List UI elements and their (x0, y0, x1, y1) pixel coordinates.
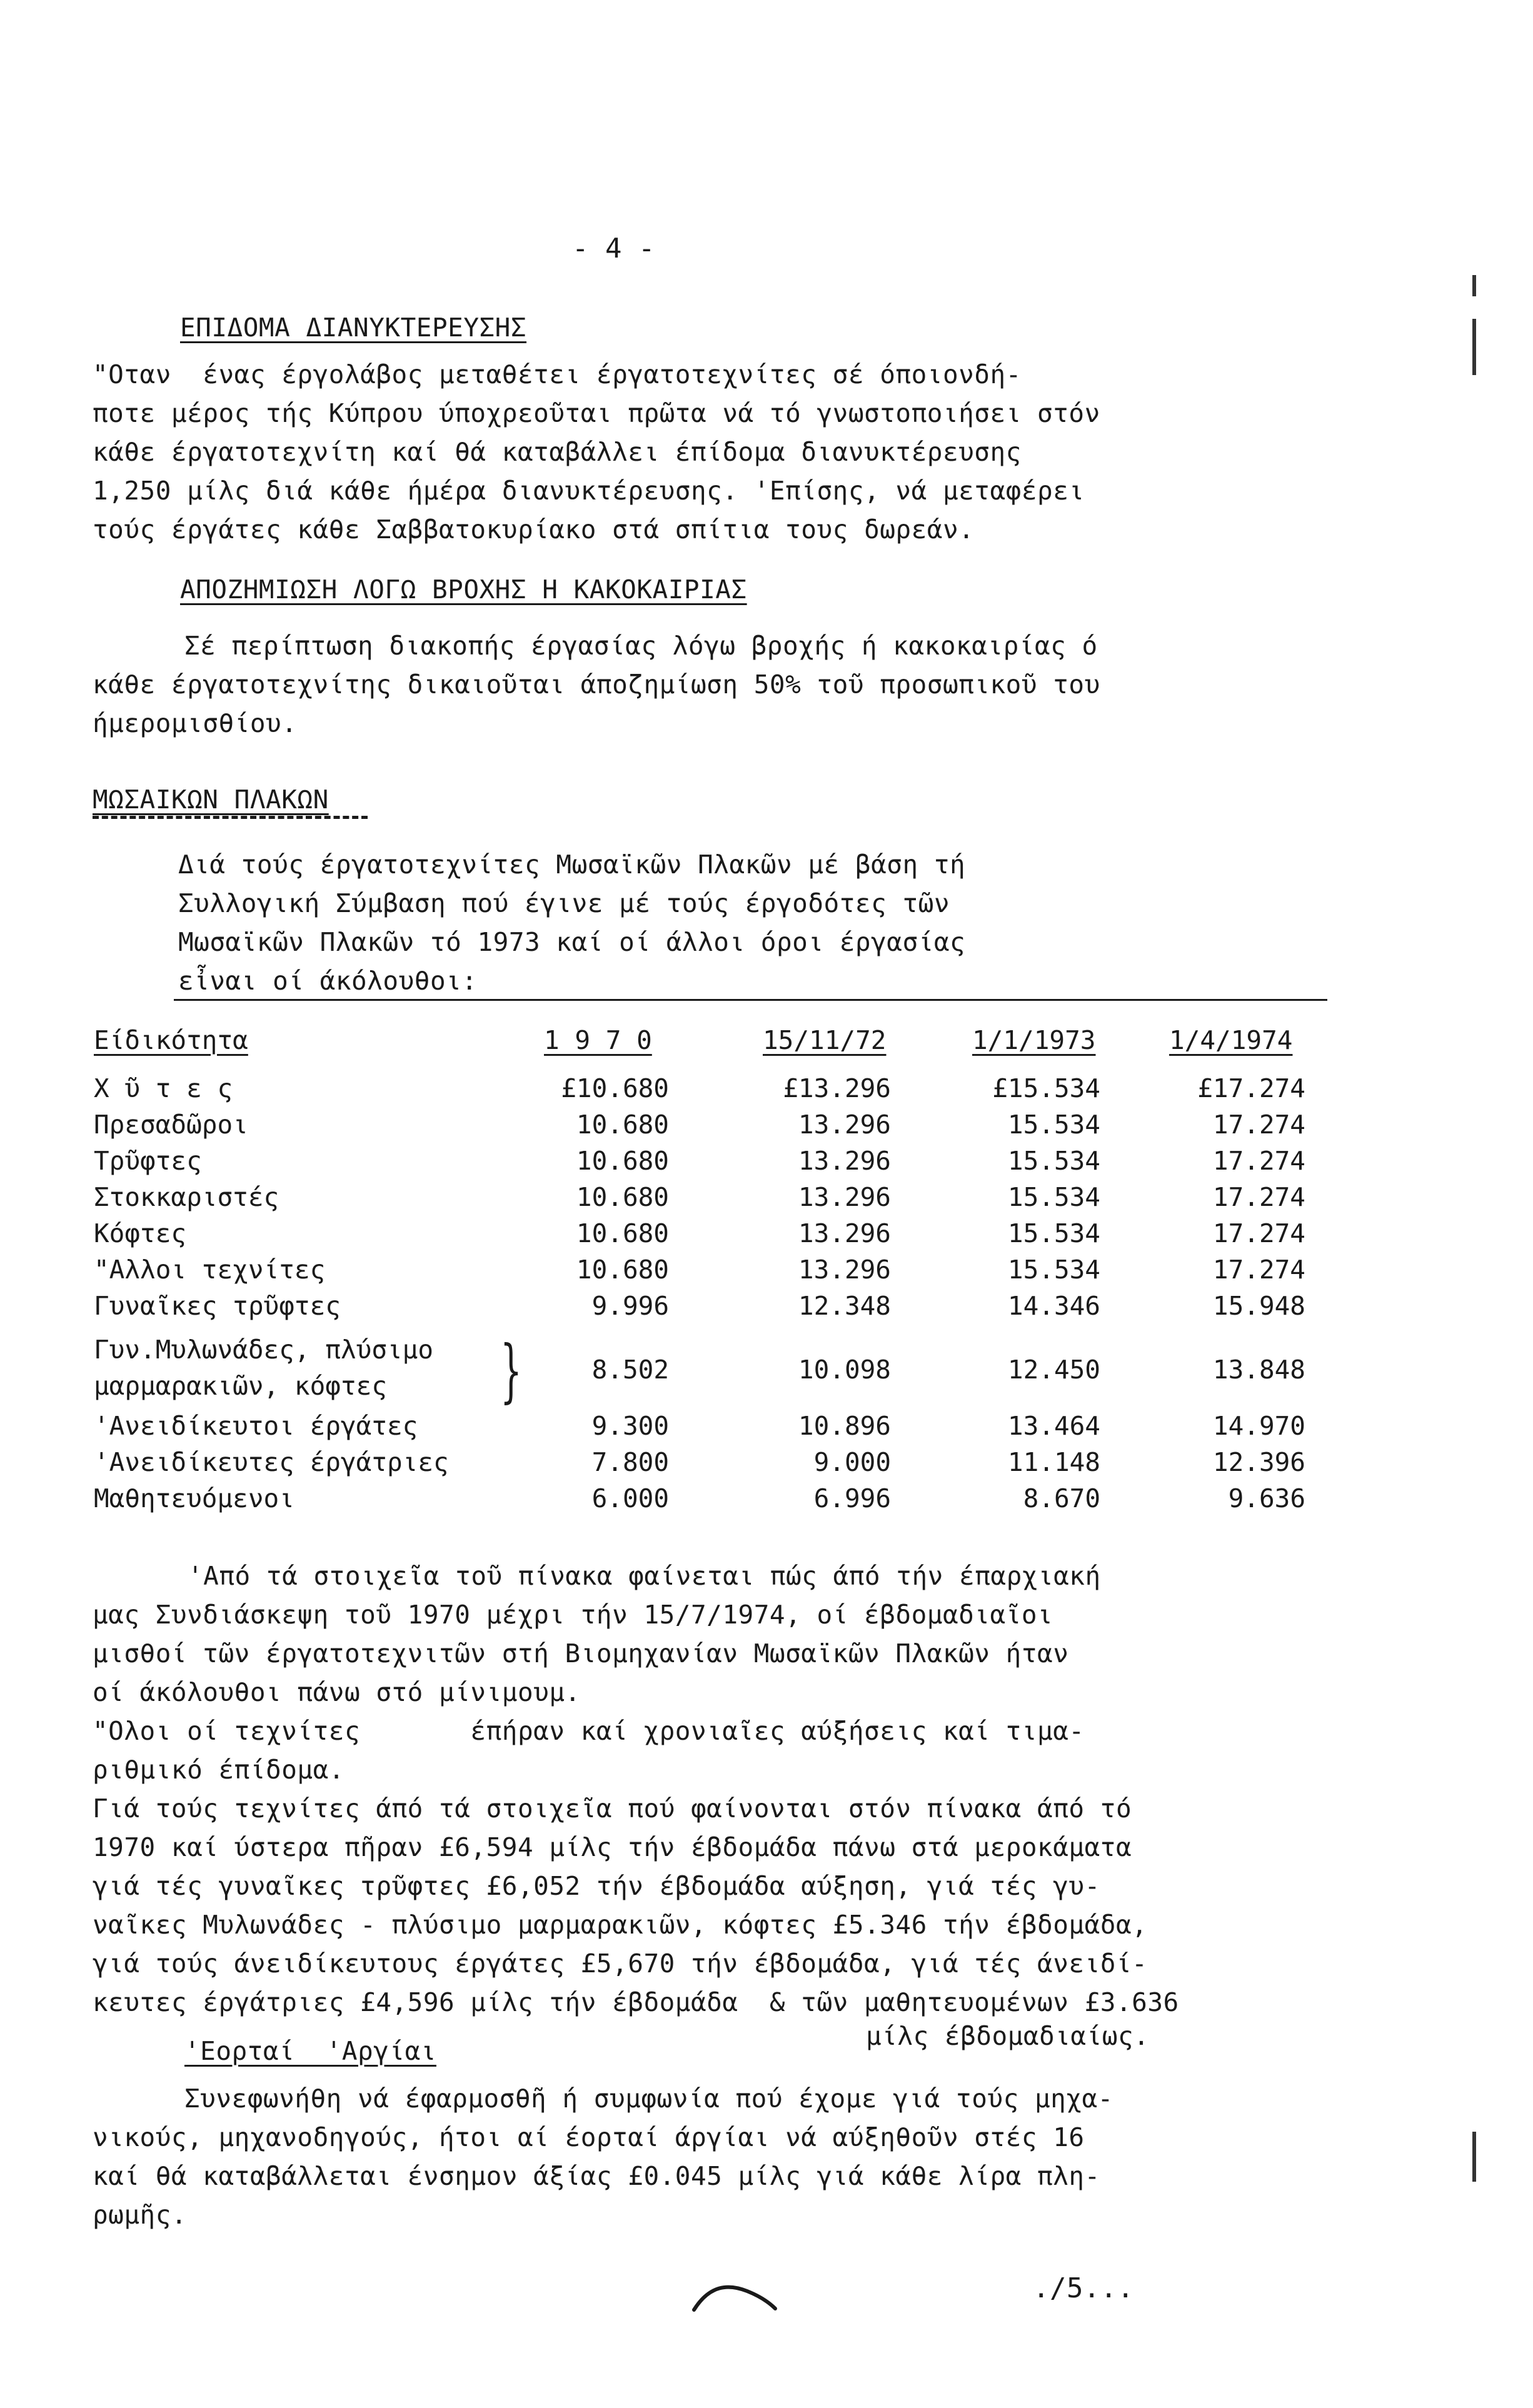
text-line: Σέ περίπτωση διακοπής έργασίας λόγω βροχής ή κακοκαιρίας ό (184, 631, 1098, 661)
wage-cell: 14.346 (1007, 1291, 1100, 1321)
text-line: καί θά καταβάλλεται ένσημον άξίας £0.045 μίλς γιά κάθε λίρα πλη- (93, 2161, 1100, 2191)
text-line: "Οταν ένας έργολάβος μεταθέτει έργατοτεχνίτες σέ όποιονδή- (93, 359, 1022, 389)
wage-cell: 10.680 (576, 1110, 669, 1140)
wage-cell: 10.680 (576, 1255, 669, 1285)
wage-cell: 15.534 (1007, 1218, 1100, 1248)
wage-cell: 17.274 (1212, 1182, 1305, 1212)
text-line: Μωσαϊκῶν Πλακῶν τό 1973 καί οί άλλοι όροι έργασίας (178, 927, 966, 957)
col-header-1972: 15/11/72 (763, 1025, 887, 1055)
text-line: νικούς, μηχανοδηγούς, ήτοι αί έορταί άργίαι νά αύξηθοῦν στές 16 (93, 2122, 1085, 2152)
handwritten-mark-icon (691, 2279, 778, 2316)
separator-line (174, 999, 1327, 1001)
wage-cell: 11.148 (1007, 1447, 1100, 1477)
wage-cell: 15.534 (1007, 1146, 1100, 1176)
wage-cell: 17.274 (1212, 1146, 1305, 1176)
continuation-marker: ./5... (1033, 2272, 1134, 2304)
text-line: 'Από τά στοιχεῖα τοῦ πίνακα φαίνεται πώς άπό τήν έπαρχιακή (188, 1561, 1101, 1591)
wage-cell: £17.274 (1197, 1073, 1305, 1103)
wage-cell: 13.296 (798, 1182, 891, 1212)
wage-cell: 12.396 (1212, 1447, 1305, 1477)
text-line: 1,250 μίλς διά κάθε ήμέρα διανυκτέρευσης. 'Επίσης, νά μεταφέρει (93, 476, 1085, 506)
wage-cell: 13.848 (1212, 1355, 1305, 1385)
row-label: 'Ανειδίκευτοι έργάτες (94, 1411, 418, 1441)
row-label: 'Ανειδίκευτες έργάτριες (94, 1447, 449, 1477)
heading-night-allowance: ΕΠΙΔΟΜΑ ΔΙΑΝΥΚΤΕΡΕΥΣΗΣ (180, 313, 527, 343)
wage-cell: 10.680 (576, 1218, 669, 1248)
wage-cell: 9.000 (813, 1447, 891, 1477)
wage-cell: 10.896 (798, 1411, 891, 1441)
wage-cell: 15.948 (1212, 1291, 1305, 1321)
col-header-1970: 1 9 7 0 (544, 1025, 652, 1055)
text-line: "Ολοι οί τεχνίτες έπήραν καί χρονιαῖες αύξήσεις καί τιμα- (93, 1716, 1085, 1746)
text-line: Συνεφωνήθη νά έφαρμοσθῆ ή συμφωνία πού έχομε γιά τούς μηχα- (184, 2084, 1113, 2114)
row-label: Χ ῦ τ ε ς (94, 1073, 233, 1103)
row-label: Γυναῖκες τρῦφτες (94, 1291, 341, 1321)
margin-mark (1472, 275, 1476, 296)
page-number: - 4 - (572, 233, 655, 264)
text-line: 1970 καί ύστερα πῆραν £6,594 μίλς τήν έβδομάδα πάνω στά μεροκάματα (93, 1832, 1132, 1862)
row-label: Τρῦφτες (94, 1146, 202, 1176)
wage-cell: 13.296 (798, 1146, 891, 1176)
wage-cell: 13.296 (798, 1255, 891, 1285)
row-label: Στοκκαριστές (94, 1182, 279, 1212)
wage-cell: 12.348 (798, 1291, 891, 1321)
wage-cell: 6.996 (813, 1483, 891, 1513)
margin-mark (1472, 319, 1476, 375)
text-line: Γιά τούς τεχνίτες άπό τά στοιχεῖα πού φαίνονται στόν πίνακα άπό τό (93, 1793, 1132, 1824)
wage-cell: 9.636 (1228, 1483, 1305, 1513)
wage-cell: 15.534 (1007, 1182, 1100, 1212)
brace-symbol: } (500, 1330, 522, 1410)
text-line: κάθε έργατοτεχνίτη καί θά καταβάλλει έπίδομα διανυκτέρευσης (93, 437, 1022, 467)
wage-cell: £10.680 (561, 1073, 669, 1103)
wage-cell: 13.464 (1007, 1411, 1100, 1441)
row-label: Πρεσαδῶροι (94, 1110, 248, 1140)
wage-cell: 15.534 (1007, 1255, 1100, 1285)
heading-rain-compensation: ΑΠΟΖΗΜΙΩΣΗ ΛΟΓΩ ΒΡΟΧΗΣ Η ΚΑΚΟΚΑΙΡΙΑΣ (180, 574, 747, 605)
text-line: Συλλογική Σύμβαση πού έγινε μέ τούς έργοδότες τῶν (178, 888, 950, 918)
heading-holidays: 'Εορταί 'Αργίαι (184, 2036, 436, 2066)
wage-cell: £15.534 (992, 1073, 1100, 1103)
wage-cell: 15.534 (1007, 1110, 1100, 1140)
row-label: Κόφτες (94, 1218, 187, 1248)
wage-cell: 9.300 (591, 1411, 669, 1441)
text-line: ποτε μέρος τής Κύπρου ύποχρεοῦται πρῶτα νά τό γνωστοποιήσει στόν (93, 398, 1100, 428)
text-line: ριθμικό έπίδομα. (93, 1755, 344, 1785)
wage-cell: 17.274 (1212, 1110, 1305, 1140)
margin-mark (1472, 2132, 1476, 2182)
wage-cell: 12.450 (1007, 1355, 1100, 1385)
wage-cell: 6.000 (591, 1483, 669, 1513)
row-label-continued: μαρμαρακιῶν, κόφτες (94, 1371, 387, 1401)
wage-cell: 8.502 (591, 1355, 669, 1385)
heading-mosaic-tiles: ΜΩΣΑΙΚΩΝ ΠΛΑΚΩΝ (93, 785, 329, 815)
row-label: "Αλλοι τεχνίτες (94, 1255, 326, 1285)
text-line: τούς έργάτες κάθε Σαββατοκυρίακο στά σπίτια τους δωρεάν. (93, 514, 975, 544)
wage-cell: 10.680 (576, 1146, 669, 1176)
text-line: μας Συνδιάσκεψη τοῦ 1970 μέχρι τήν 15/7/1974, οί έβδομαδιαῖοι (93, 1600, 1053, 1630)
text-line: Διά τούς έργατοτεχνίτες Μωσαϊκῶν Πλακῶν μέ βάση τή (178, 850, 966, 880)
wage-cell: 17.274 (1212, 1255, 1305, 1285)
wage-cell: £13.296 (783, 1073, 891, 1103)
wage-cell: 7.800 (591, 1447, 669, 1477)
row-label: Γυν.Μυλωνάδες, πλύσιμο (94, 1335, 434, 1365)
text-line: κάθε έργατοτεχνίτης δικαιοῦται άποζημίωση 50% τοῦ προσωπικοῦ του (93, 670, 1100, 700)
col-header-1974: 1/4/1974 (1169, 1025, 1293, 1055)
text-line: ναῖκες Μυλωνάδες - πλύσιμο μαρμαρακιῶν, κόφτες £5.346 τήν έβδομάδα, (93, 1910, 1148, 1940)
text-line: κευτες έργάτριες £4,596 μίλς τήν έβδομάδα & τῶν μαθητευομένων £3.636 (93, 1987, 1179, 2017)
heading-dashed-underline (93, 816, 368, 819)
row-label: Μαθητευόμενοι (94, 1483, 294, 1513)
text-line: ρωμῆς. (93, 2200, 188, 2230)
text-line: οί άκόλουθοι πάνω στό μίνιμουμ. (93, 1677, 581, 1707)
text-line: γιά τές γυναῖκες τρῦφτες £6,052 τήν έβδομάδα αύξηση, γιά τές γυ- (93, 1871, 1100, 1901)
text-line: μίλς έβδομαδιαίως. (866, 2021, 1150, 2051)
wage-cell: 14.970 (1212, 1411, 1305, 1441)
wage-cell: 9.996 (591, 1291, 669, 1321)
text-line: ήμερομισθίου. (93, 708, 298, 738)
wage-cell: 8.670 (1023, 1483, 1100, 1513)
col-header-specialty: Είδικότητα (94, 1025, 248, 1055)
wage-cell: 17.274 (1212, 1218, 1305, 1248)
text-line: μισθοί τῶν έργατοτεχνιτῶν στή Βιομηχανίαν Μωσαϊκῶν Πλακῶν ήταν (93, 1638, 1069, 1668)
col-header-1973: 1/1/1973 (972, 1025, 1096, 1055)
wage-cell: 13.296 (798, 1110, 891, 1140)
wage-cell: 13.296 (798, 1218, 891, 1248)
wage-cell: 10.098 (798, 1355, 891, 1385)
text-line: εἶναι οί άκόλουθοι: (178, 966, 478, 996)
text-line: γιά τούς άνειδίκευτους έργάτες £5,670 τήν έβδομάδα, γιά τές άνειδί- (93, 1949, 1148, 1979)
wage-cell: 10.680 (576, 1182, 669, 1212)
